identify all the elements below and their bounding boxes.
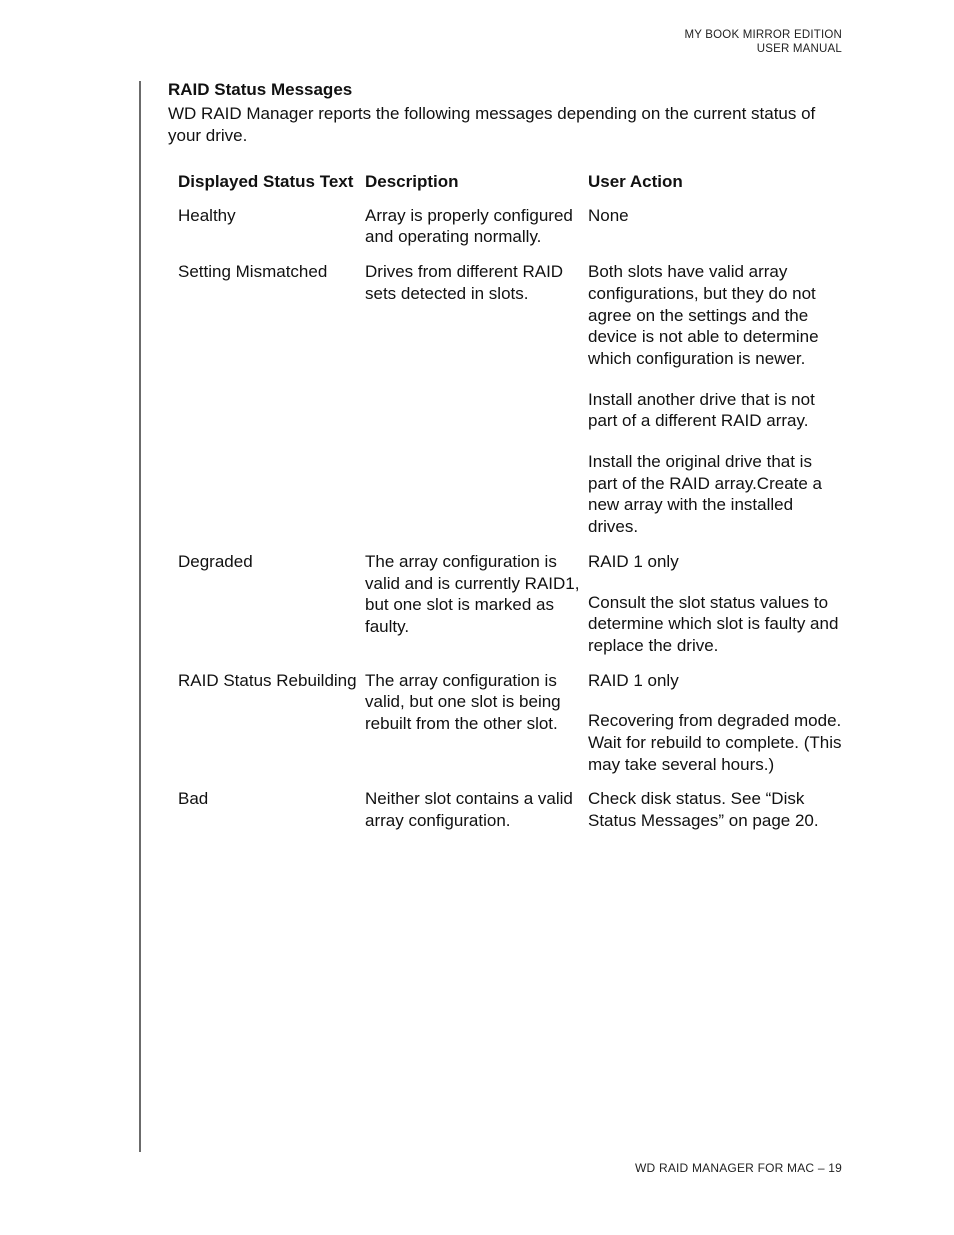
description-cell: Array is properly configured and operating normally. [365, 205, 573, 247]
table-row [168, 551, 843, 670]
user-action-cell [588, 788, 843, 844]
user-action-text: None [588, 205, 629, 225]
main-content [168, 79, 848, 147]
status-text-cell: Healthy [178, 205, 236, 225]
table-row [168, 261, 843, 551]
table-row [168, 788, 843, 844]
status-text-cell: Setting Mismatched [178, 262, 328, 282]
user-action-cell [588, 551, 843, 670]
section-intro: WD RAID Manager reports the following messages depending on the current status of your drive. [168, 104, 816, 145]
status-text-cell: Degraded [178, 551, 253, 571]
status-text-cell: Bad [178, 789, 209, 809]
header-document-type: USER MANUAL [756, 43, 842, 55]
header-product-name: MY BOOK MIRROR EDITION [684, 29, 842, 41]
user-action-cell [588, 261, 843, 551]
description-cell: The array configuration is valid and is currently RAID1, but one slot is marked as faulty. [365, 551, 580, 636]
page-footer: WD RAID MANAGER FOR MAC – 19 [635, 1161, 842, 1175]
status-text-cell: RAID Status Rebuilding [178, 670, 357, 690]
column-header-description: Description [365, 172, 459, 191]
user-action-text: Both slots have valid array configurations, but they do not agree on the settings and the device is not able to determine which configuration is newer. [588, 262, 819, 368]
page-header [684, 28, 842, 56]
description-cell: Neither slot contains a valid array configuration. [365, 789, 573, 831]
column-header-status: Displayed Status Text [178, 172, 354, 191]
user-action-cell [588, 205, 843, 261]
table-row [168, 670, 843, 789]
table-header-row [168, 171, 843, 205]
description-cell: Drives from different RAID sets detected in slots. [365, 262, 564, 303]
user-action-text: RAID 1 only [588, 670, 679, 690]
user-action-text: Consult the slot status values to determine which slot is faulty and replace the drive. [588, 592, 839, 655]
margin-rule [139, 81, 141, 1152]
user-action-text: Install another drive that is not part of a different RAID array. [588, 389, 815, 431]
table-row [168, 205, 843, 261]
user-action-cell [588, 670, 843, 789]
description-cell: The array configuration is valid, but one slot is being rebuilt from the other slot. [365, 670, 561, 734]
user-action-text: Install the original drive that is part of the RAID array.Create a new array with the installed drives. [588, 452, 823, 537]
user-action-text: Check disk status. See “Disk Status Messages” on page 20. [588, 789, 819, 831]
user-action-text: Recovering from degraded mode. Wait for rebuild to complete. (This may take several hours.) [588, 711, 842, 774]
section-title: RAID Status Messages [168, 80, 353, 99]
column-header-user-action: User Action [588, 172, 683, 191]
user-action-text: RAID 1 only [588, 551, 679, 571]
raid-status-table [168, 171, 843, 845]
